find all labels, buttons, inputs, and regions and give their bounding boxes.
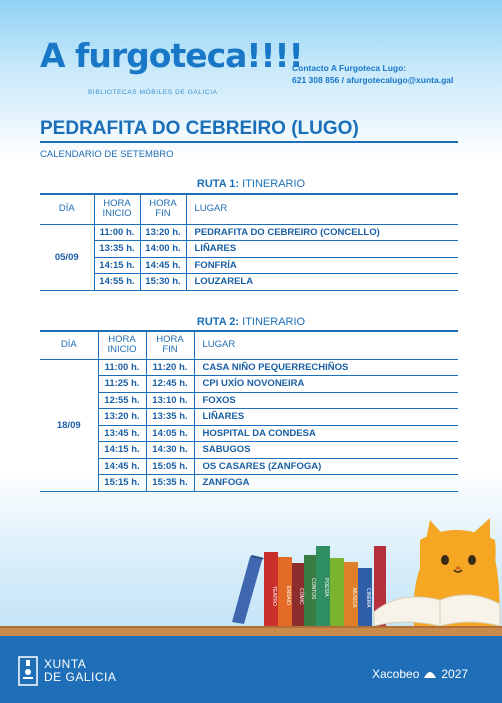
- xunta-emblem-icon: [18, 656, 38, 686]
- end-time: 13:10 h.: [146, 392, 194, 409]
- place-name: FOXOS: [194, 392, 458, 409]
- place-name: LIÑARES: [194, 409, 458, 426]
- logo-subtitle: BIBLIOTECAS MÓBILES DE GALICIA: [88, 89, 218, 96]
- route-2-label: RUTA 2:: [196, 316, 240, 328]
- xunta-line1: XUNTA: [44, 657, 87, 671]
- place-name: CASA NIÑO PEQUERRECHIÑOS: [194, 359, 458, 376]
- xunta-text: [44, 658, 116, 684]
- start-time: 12:55 h.: [98, 392, 146, 409]
- xunta-logo: [18, 656, 116, 686]
- col-day: DÍA: [40, 331, 98, 359]
- xacobeo-logo: [372, 667, 472, 681]
- contact-details: 621 308 856 / afurgotecalugo@xunta.gal: [292, 75, 454, 85]
- furgoteca-logo: A furgoteca!!!!: [40, 36, 303, 75]
- xacobeo-label: Xacobeo: [372, 667, 420, 681]
- place-name: OS CASARES (ZANFOGA): [194, 458, 458, 475]
- end-time: 14:30 h.: [146, 442, 194, 459]
- contact-label: Contacto A Furgoteca Lugo:: [292, 63, 407, 73]
- calendar-label: CALENDARIO DE SETEMBRO: [40, 149, 174, 160]
- start-time: 13:35 h.: [94, 241, 140, 258]
- end-time: 11:20 h.: [146, 359, 194, 376]
- start-time: 11:00 h.: [98, 359, 146, 376]
- blue-book-icon: [232, 555, 264, 624]
- place-name: LOUZARELA: [186, 274, 458, 291]
- route-1-day: 05/09: [40, 224, 94, 290]
- open-book-icon: [374, 595, 500, 626]
- col-day: DÍA: [40, 194, 94, 224]
- place-name: ZANFOGA: [194, 475, 458, 492]
- xacobeo-year: 2027: [441, 667, 469, 681]
- col-end: HORA FIN: [146, 331, 194, 359]
- start-time: 11:00 h.: [94, 224, 140, 241]
- end-time: 14:00 h.: [140, 241, 186, 258]
- route-2-label-rest: ITINERARIO: [239, 316, 306, 328]
- book-title: ENSAIO: [285, 586, 291, 605]
- start-time: 15:15 h.: [98, 475, 146, 492]
- place-name: SABUGOS: [194, 442, 458, 459]
- start-time: 14:15 h.: [98, 442, 146, 459]
- start-time: 14:45 h.: [98, 458, 146, 475]
- start-time: 13:20 h.: [98, 409, 146, 426]
- place-name: HOSPITAL DA CONDESA: [194, 425, 458, 442]
- route-2-day: 18/09: [40, 359, 98, 491]
- place-name: CPI UXÍO NOVONEIRA: [194, 376, 458, 393]
- book-spine-icon: [330, 558, 344, 626]
- route-1-label: RUTA 1:: [196, 178, 240, 190]
- book-title: POESÍA: [323, 578, 329, 597]
- xunta-line2: DE GALICIA: [44, 670, 117, 684]
- end-time: 13:35 h.: [146, 409, 194, 426]
- end-time: 15:35 h.: [146, 475, 194, 492]
- place-name: FONFRÍA: [186, 257, 458, 274]
- end-time: 14:45 h.: [140, 257, 186, 274]
- end-time: 12:45 h.: [146, 376, 194, 393]
- page-title: PEDRAFITA DO CEBREIRO (LUGO): [40, 118, 359, 139]
- start-time: 14:55 h.: [94, 274, 140, 291]
- col-start: HORA INICIO: [94, 194, 140, 224]
- start-time: 11:25 h.: [98, 376, 146, 393]
- end-time: 13:20 h.: [140, 224, 186, 241]
- place-name: LIÑARES: [186, 241, 458, 258]
- start-time: 14:15 h.: [94, 257, 140, 274]
- xacobeo-shell-icon: [423, 668, 437, 680]
- book-title: CINEMA: [365, 588, 371, 608]
- book-title: CÓMIC: [298, 588, 304, 605]
- end-time: 14:05 h.: [146, 425, 194, 442]
- col-end: HORA FIN: [140, 194, 186, 224]
- col-place: LUGAR: [186, 194, 458, 224]
- book-title: MÚSICA: [351, 588, 357, 608]
- start-time: 13:45 h.: [98, 425, 146, 442]
- col-start: HORA INICIO: [98, 331, 146, 359]
- end-time: 15:30 h.: [140, 274, 186, 291]
- route-1-label-rest: ITINERARIO: [239, 178, 306, 190]
- book-title: TEATRO: [271, 586, 277, 606]
- end-time: 15:05 h.: [146, 458, 194, 475]
- col-place: LUGAR: [194, 331, 458, 359]
- book-title: CONTOS: [310, 578, 316, 600]
- bookshelf: [0, 626, 502, 636]
- place-name: PEDRAFITA DO CEBREIRO (CONCELLO): [186, 224, 458, 241]
